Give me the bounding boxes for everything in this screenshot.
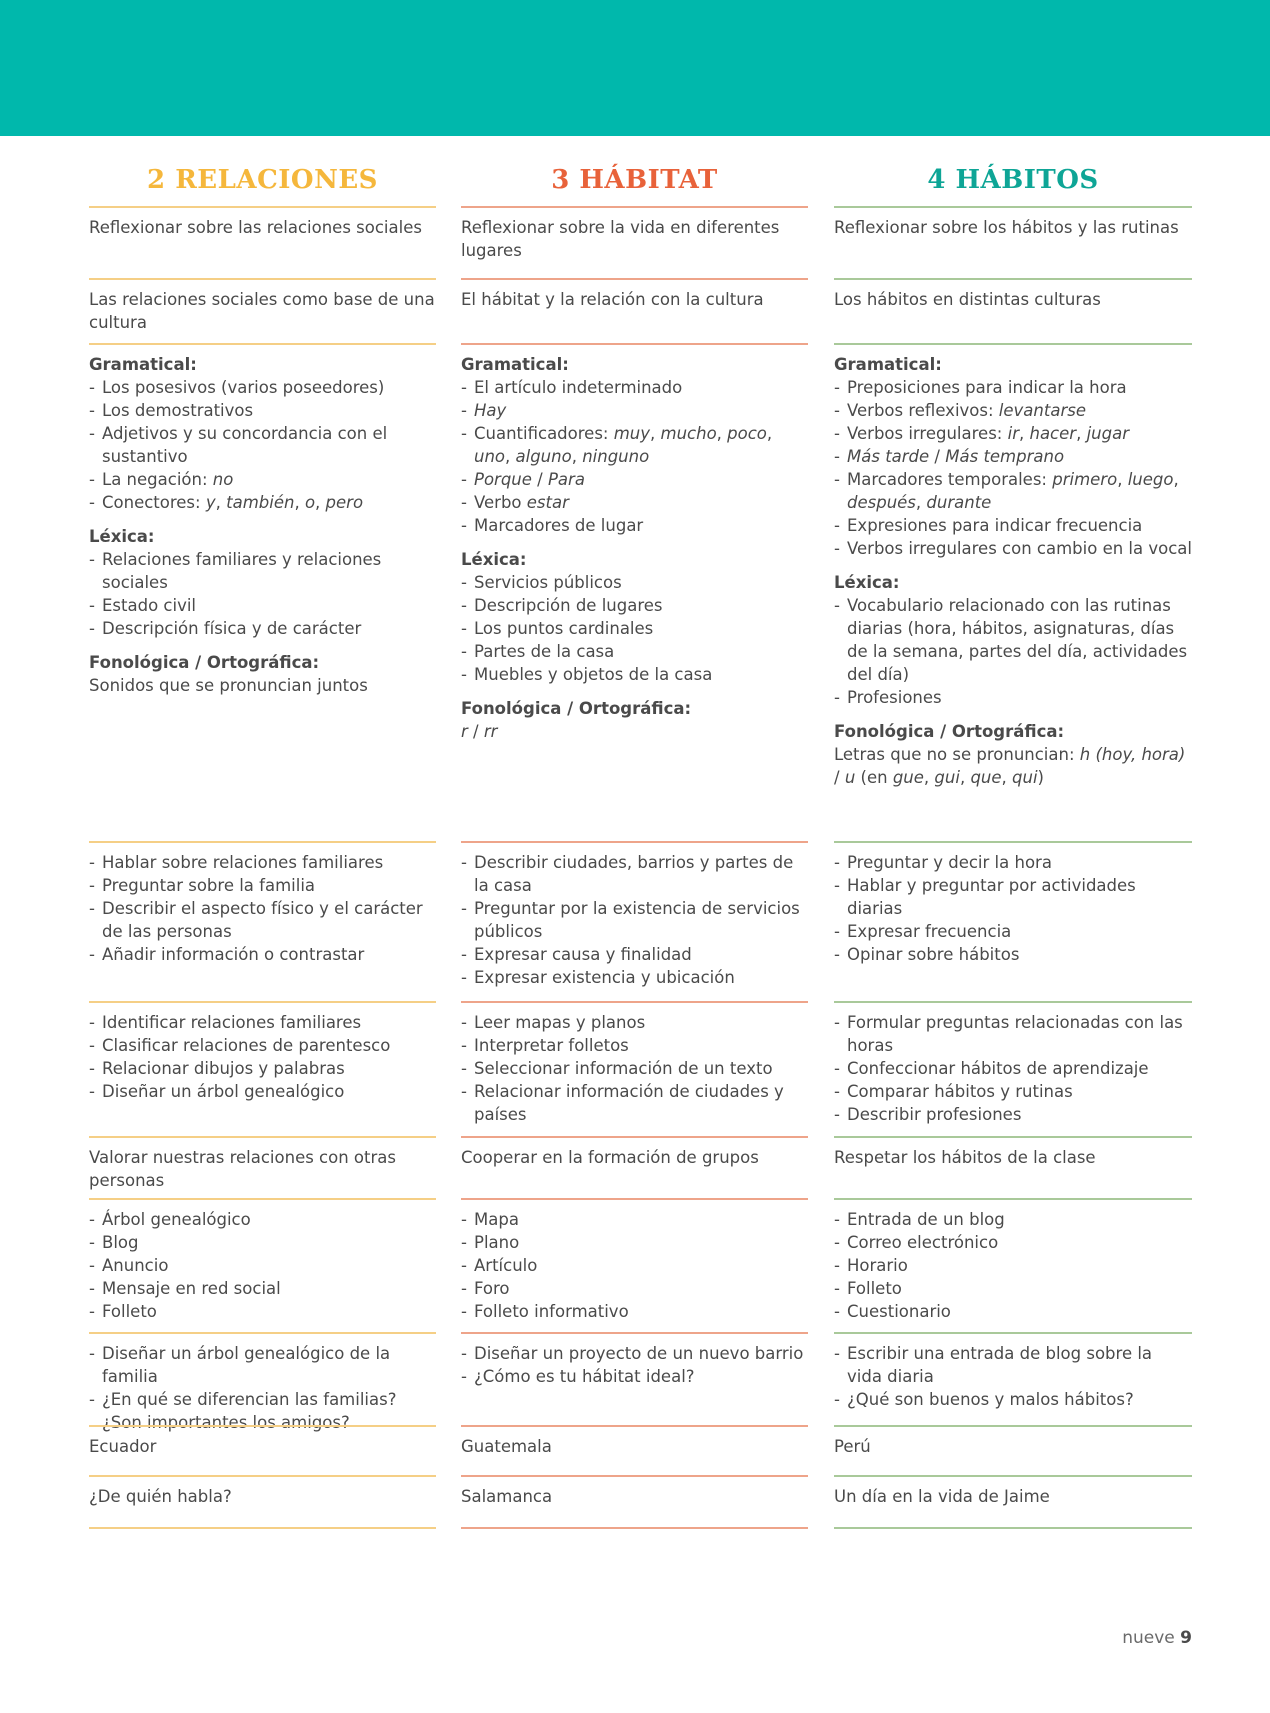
unit-column — [89, 160, 436, 1506]
list-item: - Vocabulario relacionado con las rutinas diarias (hora, hábitos, asignaturas, días de la semana, partes del día, actividades del día) — [834, 594, 1192, 686]
unit-skills — [461, 1001, 808, 1136]
unit-title: 4 HÁBITOS — [927, 165, 1099, 195]
contents-text: r / rr — [461, 722, 498, 741]
list-item: - Adjetivos y su concordancia con el sustantivo — [89, 422, 436, 468]
unit-contents — [89, 343, 436, 841]
list-item: - Marcadores de lugar — [461, 514, 808, 537]
theme-text: Los hábitos en distintas culturas — [834, 290, 1101, 309]
unit-title: 2 RELACIONES — [147, 165, 378, 195]
list-item: - Añadir información o contrastar — [89, 943, 436, 966]
list-item: - Los demostrativos — [89, 399, 436, 422]
contents-heading: Léxica: — [834, 573, 900, 592]
contents-heading: Fonológica / Ortográfica: — [461, 699, 692, 718]
country-text: Perú — [834, 1437, 871, 1456]
list-item: - Describir ciudades, barrios y partes de la casa — [461, 851, 808, 897]
unit-values — [89, 1136, 436, 1198]
list-item: - Relacionar dibujos y palabras — [89, 1057, 436, 1080]
column-bottom-rule — [834, 1527, 1192, 1529]
skills-list — [834, 1011, 1192, 1126]
communicative-list — [89, 851, 436, 966]
contents-list — [461, 376, 808, 537]
list-item: - Interpretar folletos — [461, 1034, 808, 1057]
list-item: - Folleto — [89, 1300, 436, 1323]
list-item: - Descripción física y de carácter — [89, 617, 436, 640]
skills-list — [461, 1011, 808, 1126]
list-item: - Diseñar un árbol genealógico de la familia — [89, 1342, 436, 1388]
unit-skills — [834, 1001, 1192, 1136]
values-text: Cooperar en la formación de grupos — [461, 1148, 759, 1167]
contents-heading: Gramatical: — [89, 355, 197, 374]
values-text: Respetar los hábitos de la clase — [834, 1148, 1096, 1167]
unit-video — [834, 1475, 1192, 1527]
text-types-list — [834, 1208, 1192, 1323]
tasks-list — [89, 1342, 436, 1434]
list-item: - Hablar y preguntar por actividades diarias — [834, 874, 1192, 920]
header-band — [0, 0, 1270, 136]
list-item: - Mensaje en red social — [89, 1277, 436, 1300]
list-item: - Preguntar por la existencia de servicios públicos — [461, 897, 808, 943]
list-item: - Descripción de lugares — [461, 594, 808, 617]
unit-column — [461, 160, 808, 1506]
unit-text-types — [834, 1198, 1192, 1332]
list-item: - Blog — [89, 1231, 436, 1254]
list-item: - Árbol genealógico — [89, 1208, 436, 1231]
list-item: - Comparar hábitos y rutinas — [834, 1080, 1192, 1103]
contents-heading: Fonológica / Ortográfica: — [834, 722, 1065, 741]
list-item: - ¿En qué se diferencian las familias? ¿Son importantes los amigos? — [89, 1388, 436, 1434]
list-item: - Expresiones para indicar frecuencia — [834, 514, 1192, 537]
unit-contents — [834, 343, 1192, 841]
unit-communicative — [834, 841, 1192, 1001]
list-item: - Entrada de un blog — [834, 1208, 1192, 1231]
list-item: - Preguntar y decir la hora — [834, 851, 1192, 874]
unit-video — [89, 1475, 436, 1527]
objective-text: Reflexionar sobre los hábitos y las rutinas — [834, 218, 1179, 237]
contents-heading: Léxica: — [461, 550, 527, 569]
values-text: Valorar nuestras relaciones con otras personas — [89, 1148, 396, 1190]
contents-list — [89, 376, 436, 514]
page-number: nueve 9 — [1122, 1628, 1192, 1648]
list-item: - Horario — [834, 1254, 1192, 1277]
list-item: - Mapa — [461, 1208, 808, 1231]
country-text: Ecuador — [89, 1437, 157, 1456]
contents-list — [834, 594, 1192, 709]
contents-list — [89, 548, 436, 640]
list-item: - Expresar existencia y ubicación — [461, 966, 808, 989]
unit-values — [461, 1136, 808, 1198]
list-item: - Los posesivos (varios poseedores) — [89, 376, 436, 399]
list-item: - Relacionar información de ciudades y países — [461, 1080, 808, 1126]
video-text: Un día en la vida de Jaime — [834, 1487, 1050, 1506]
list-item: - Confeccionar hábitos de aprendizaje — [834, 1057, 1192, 1080]
column-bottom-rule — [461, 1527, 808, 1529]
unit-values — [834, 1136, 1192, 1198]
list-item: - Verbos irregulares: ir, hacer, jugar — [834, 422, 1192, 445]
unit-theme — [461, 278, 808, 343]
list-item: - Hay — [461, 399, 808, 422]
column-bottom-rule — [89, 1527, 436, 1529]
unit-communicative — [89, 841, 436, 1001]
unit-title: 3 HÁBITAT — [551, 165, 718, 195]
communicative-list — [834, 851, 1192, 966]
text-types-list — [461, 1208, 808, 1323]
unit-objective — [834, 206, 1192, 278]
list-item: - Formular preguntas relacionadas con las horas — [834, 1011, 1192, 1057]
list-item: - Diseñar un árbol genealógico — [89, 1080, 436, 1103]
list-item: - Expresar frecuencia — [834, 920, 1192, 943]
list-item: - Cuestionario — [834, 1300, 1192, 1323]
list-item: - Expresar causa y finalidad — [461, 943, 808, 966]
theme-text: El hábitat y la relación con la cultura — [461, 290, 764, 309]
list-item: - Diseñar un proyecto de un nuevo barrio — [461, 1342, 808, 1365]
video-text: Salamanca — [461, 1487, 553, 1506]
list-item: - Verbos reflexivos: levantarse — [834, 399, 1192, 422]
list-item: - Verbo estar — [461, 491, 808, 514]
list-item: - ¿Cómo es tu hábitat ideal? — [461, 1365, 808, 1388]
unit-theme — [89, 278, 436, 343]
contents-list — [461, 571, 808, 686]
list-item: - Los puntos cardinales — [461, 617, 808, 640]
contents-text: Letras que no se pronuncian: h (hoy, hora) / u (en gue, gui, que, qui) — [834, 745, 1186, 787]
list-item: - Artículo — [461, 1254, 808, 1277]
list-item: - Escribir una entrada de blog sobre la vida diaria — [834, 1342, 1192, 1388]
list-item: - Verbos irregulares con cambio en la vocal — [834, 537, 1192, 560]
unit-objective — [89, 206, 436, 278]
theme-text: Las relaciones sociales como base de una cultura — [89, 290, 435, 332]
list-item: - Partes de la casa — [461, 640, 808, 663]
list-item: - La negación: no — [89, 468, 436, 491]
list-item: - El artículo indeterminado — [461, 376, 808, 399]
contents-text: Sonidos que se pronuncian juntos — [89, 676, 368, 695]
unit-communicative — [461, 841, 808, 1001]
list-item: - Cuantificadores: muy, mucho, poco, uno, alguno, ninguno — [461, 422, 808, 468]
unit-objective — [461, 206, 808, 278]
unit-contents — [461, 343, 808, 841]
list-item: - Foro — [461, 1277, 808, 1300]
list-item: - Conectores: y, también, o, pero — [89, 491, 436, 514]
contents-heading: Gramatical: — [461, 355, 569, 374]
unit-country — [89, 1425, 436, 1475]
unit-skills — [89, 1001, 436, 1136]
list-item: - Plano — [461, 1231, 808, 1254]
text-types-list — [89, 1208, 436, 1323]
list-item: - Muebles y objetos de la casa — [461, 663, 808, 686]
list-item: - Porque / Para — [461, 468, 808, 491]
country-text: Guatemala — [461, 1437, 552, 1456]
unit-tasks — [89, 1332, 436, 1432]
unit-tasks — [461, 1332, 808, 1425]
list-item: - ¿Qué son buenos y malos hábitos? — [834, 1388, 1192, 1411]
list-item: - Folleto — [834, 1277, 1192, 1300]
tasks-list — [834, 1342, 1192, 1411]
list-item: - Estado civil — [89, 594, 436, 617]
unit-country — [834, 1425, 1192, 1475]
list-item: - Opinar sobre hábitos — [834, 943, 1192, 966]
list-item: - Describir el aspecto físico y el carácter de las personas — [89, 897, 436, 943]
contents-heading: Fonológica / Ortográfica: — [89, 653, 320, 672]
list-item: - Más tarde / Más temprano — [834, 445, 1192, 468]
list-item: - Seleccionar información de un texto — [461, 1057, 808, 1080]
unit-text-types — [89, 1198, 436, 1332]
unit-theme — [834, 278, 1192, 343]
list-item: - Correo electrónico — [834, 1231, 1192, 1254]
unit-text-types — [461, 1198, 808, 1332]
unit-country — [461, 1425, 808, 1475]
list-item: - Marcadores temporales: primero, luego, después, durante — [834, 468, 1192, 514]
list-item: - Servicios públicos — [461, 571, 808, 594]
objective-text: Reflexionar sobre la vida en diferentes lugares — [461, 218, 780, 260]
objective-text: Reflexionar sobre las relaciones sociales — [89, 218, 422, 237]
list-item: - Relaciones familiares y relaciones sociales — [89, 548, 436, 594]
list-item: - Preguntar sobre la familia — [89, 874, 436, 897]
list-item: - Hablar sobre relaciones familiares — [89, 851, 436, 874]
contents-heading: Gramatical: — [834, 355, 942, 374]
unit-tasks — [834, 1332, 1192, 1425]
communicative-list — [461, 851, 808, 989]
contents-list — [834, 376, 1192, 560]
list-item: - Clasificar relaciones de parentesco — [89, 1034, 436, 1057]
list-item: - Profesiones — [834, 686, 1192, 709]
tasks-list — [461, 1342, 808, 1388]
skills-list — [89, 1011, 436, 1103]
contents-heading: Léxica: — [89, 527, 155, 546]
video-text: ¿De quién habla? — [89, 1487, 232, 1506]
list-item: - Anuncio — [89, 1254, 436, 1277]
list-item: - Folleto informativo — [461, 1300, 808, 1323]
list-item: - Describir profesiones — [834, 1103, 1192, 1126]
list-item: - Preposiciones para indicar la hora — [834, 376, 1192, 399]
unit-video — [461, 1475, 808, 1527]
list-item: - Identificar relaciones familiares — [89, 1011, 436, 1034]
unit-column — [834, 160, 1192, 1506]
list-item: - Leer mapas y planos — [461, 1011, 808, 1034]
